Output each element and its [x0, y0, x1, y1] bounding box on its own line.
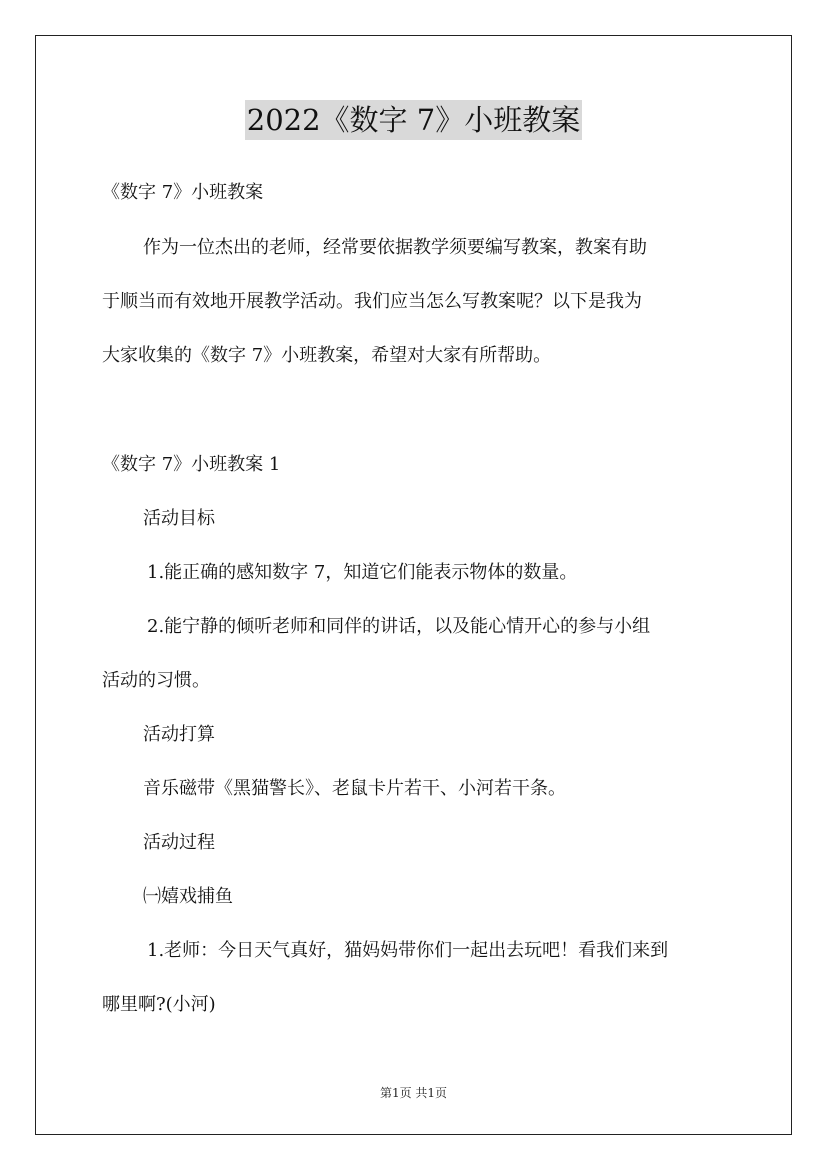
paragraph-line: 于顺当而有效地开展教学活动。我们应当怎么写教案呢？以下是我为 — [102, 291, 642, 312]
list-item-continuation: 活动的习惯。 — [102, 670, 210, 691]
list-item: 1.老师：今日天气真好，猫妈妈带你们一起出去玩吧！看我们来到 — [147, 940, 669, 961]
paragraph-line: 音乐磁带《黑猫警长》、老鼠卡片若干、小河若干条。 — [143, 778, 566, 799]
subtitle-line: 《数字 7》小班教案 — [102, 182, 264, 203]
section-heading: 《数字 7》小班教案 1 — [102, 454, 281, 475]
section-subheading: 活动目标 — [143, 508, 215, 529]
document-title: 2022《数字 7》小班教案 — [245, 100, 582, 140]
page-footer: 第1页 共1页 — [379, 1086, 448, 1100]
section-subheading: 活动打算 — [143, 724, 215, 745]
paragraph-line: 作为一位杰出的老师，经常要依据教学须要编写教案，教案有助 — [143, 237, 647, 258]
section-subheading: 活动过程 — [143, 832, 215, 853]
title-container — [0, 100, 827, 140]
paragraph-line: 大家收集的《数字 7》小班教案，希望对大家有所帮助。 — [102, 345, 552, 366]
list-item-continuation: 哪里啊?(小河) — [102, 994, 216, 1015]
list-item: 1.能正确的感知数字 7，知道它们能表示物体的数量。 — [147, 562, 578, 583]
list-item: 2.能宁静的倾听老师和同伴的讲话，以及能心情开心的参与小组 — [147, 616, 651, 637]
step-heading: ㈠嬉戏捕鱼 — [143, 886, 233, 907]
